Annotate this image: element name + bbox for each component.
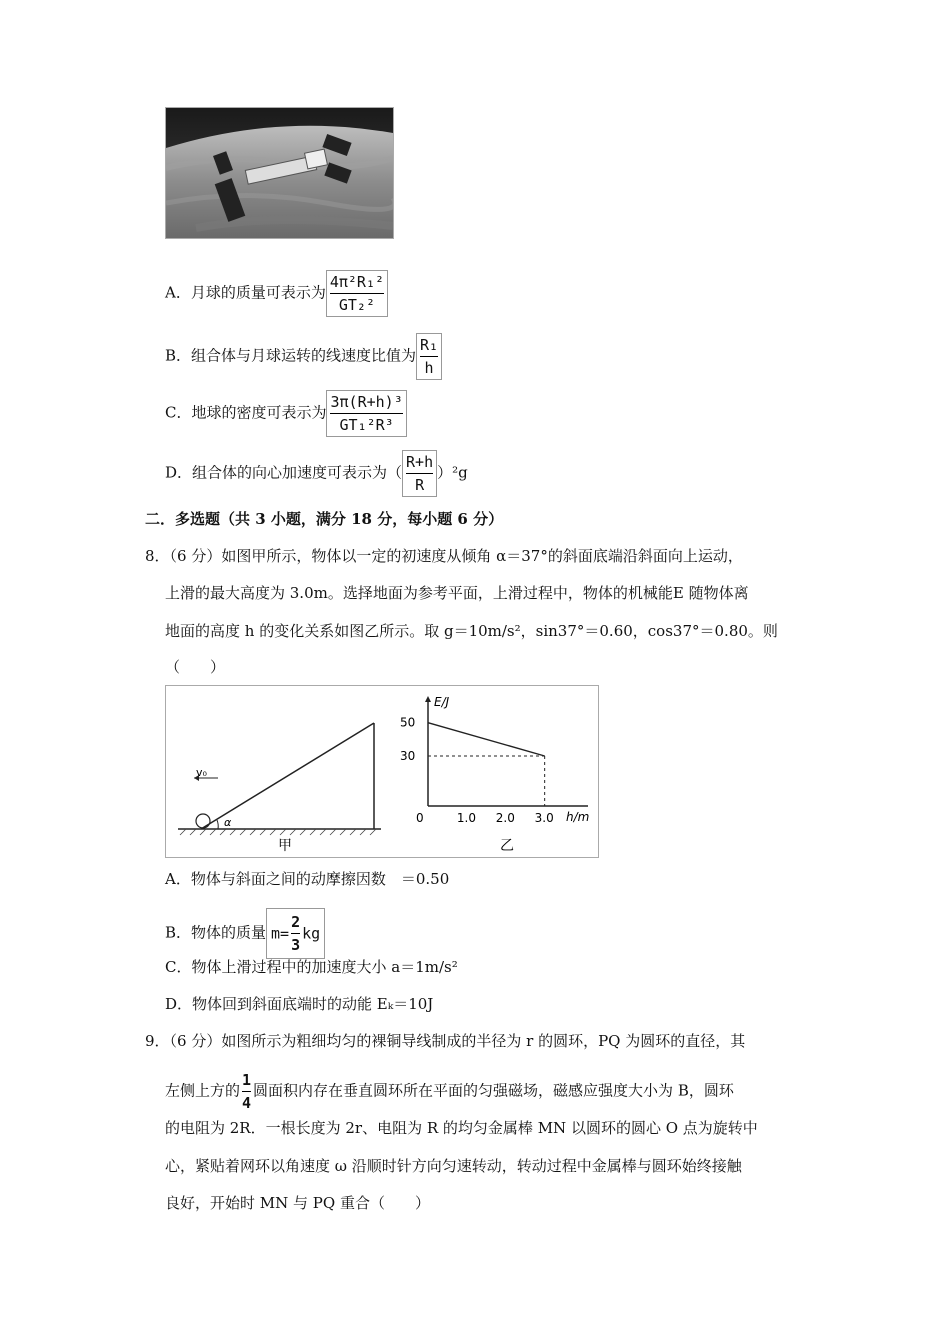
v0-label: v₀ [196,766,207,779]
fraction-quarter: $\frac{1}{4}$ [242,1071,252,1112]
q8-line4: （ ） [165,658,226,676]
q9-line3: 的电阻为 2R．一根长度为 2r、电阻为 R 的均匀金属棒 MN 以圆环的圆心 O 点为旋转中 [165,1119,758,1137]
fig-jia-label: 甲 [278,838,292,854]
fraction-7d: $\frac{R+h}{R}$ [402,450,437,497]
q9-line2: 左侧上方的 $\frac{1}{4}$ 圆面积内存在垂直圆环所在平面的匀强磁场，磁感应强度大小为 B，圆环 [165,1071,734,1112]
y-axis-label: E/J [434,695,450,709]
y-tick-label: 50 [400,715,416,730]
option-7d[interactable]: D．组合体的向心加速度可表示为（ $\frac{R+h}{R}$ ）²g [165,450,468,497]
alpha-label: α [224,816,232,829]
x-tick-label: 2.0 [495,811,515,825]
q9-line4: 心，紧贴着网环以角速度 ω 沿顺时针方向匀速转动，转动过程中金属棒与圆环始终接触 [165,1157,742,1175]
q8-line2: 上滑的最大高度为 3.0m。选择地面为参考平面，上滑过程中，物体的机械能E 随物体离 [165,584,749,602]
option-8b[interactable]: B．物体的质量 m= $\frac{2}{3}$ kg [165,908,325,959]
q9-line5: 良好，开始时 MN 与 PQ 重合（ ） [165,1194,430,1212]
x-tick-label: 0 [416,811,424,825]
energy-line [428,723,545,756]
option-7b[interactable]: B．组合体与月球运转的线速度比值为 $\frac{\text{R₁}}{h}$ [165,333,442,380]
option-8a[interactable]: A．物体与斜面之间的动摩擦因数 ＝0.50 [165,870,450,888]
option-8c[interactable]: C．物体上滑过程中的加速度大小 a＝1m/s² [165,958,458,976]
option-7c[interactable]: C．地球的密度可表示为 $\frac{\text{3π(R+h)³}}{\text{GT₁²R³}}$ [165,390,407,437]
section-title: 二．多选题（共 3 小题，满分 18 分，每小题 6 分） [145,510,504,528]
option-7a[interactable]: A．月球的质量可表示为 $\frac{\text{4π²R₁²}}{\text{GT₂²}}$ [165,270,388,317]
x-axis-label: h/m [566,810,590,824]
x-tick-label: 1.0 [456,811,476,825]
q9-line1: 9．（6 分）如图所示为粗细均匀的裸铜导线制成的半径为 r 的圆环，PQ 为圆环的直径，其 [145,1032,746,1050]
fraction-7c: $\frac{\text{3π(R+h)³}}{\text{GT₁²R³}}$ [326,390,406,437]
object-block [196,814,210,828]
option-8d[interactable]: D．物体回到斜面底端时的动能 Eₖ＝10J [165,995,434,1013]
fraction-7a: $\frac{\text{4π²R₁²}}{\text{GT₂²}}$ [326,270,388,317]
fig-yi-label: 乙 [500,838,514,854]
q8-figure [165,685,599,858]
q8-line1: 8．（6 分）如图甲所示，物体以一定的初速度从倾角 α＝37°的斜面底端沿斜面向上运动， [145,547,743,565]
y-axis-arrow [425,696,431,702]
x-tick-label: 3.0 [534,811,554,825]
space-station-photo [165,107,394,239]
y-tick-label: 30 [400,749,416,763]
fraction-7b: $\frac{\text{R₁}}{h}$ [416,333,442,380]
incline-figure [178,723,381,854]
fraction-8b: m= $\frac{2}{3}$ kg [266,908,325,959]
energy-chart [400,695,589,854]
q8-line3: 地面的高度 h 的变化关系如图乙所示。取 g＝10m/s²，sin37°＝0.60，cos37°＝0.80。则 [165,622,778,640]
